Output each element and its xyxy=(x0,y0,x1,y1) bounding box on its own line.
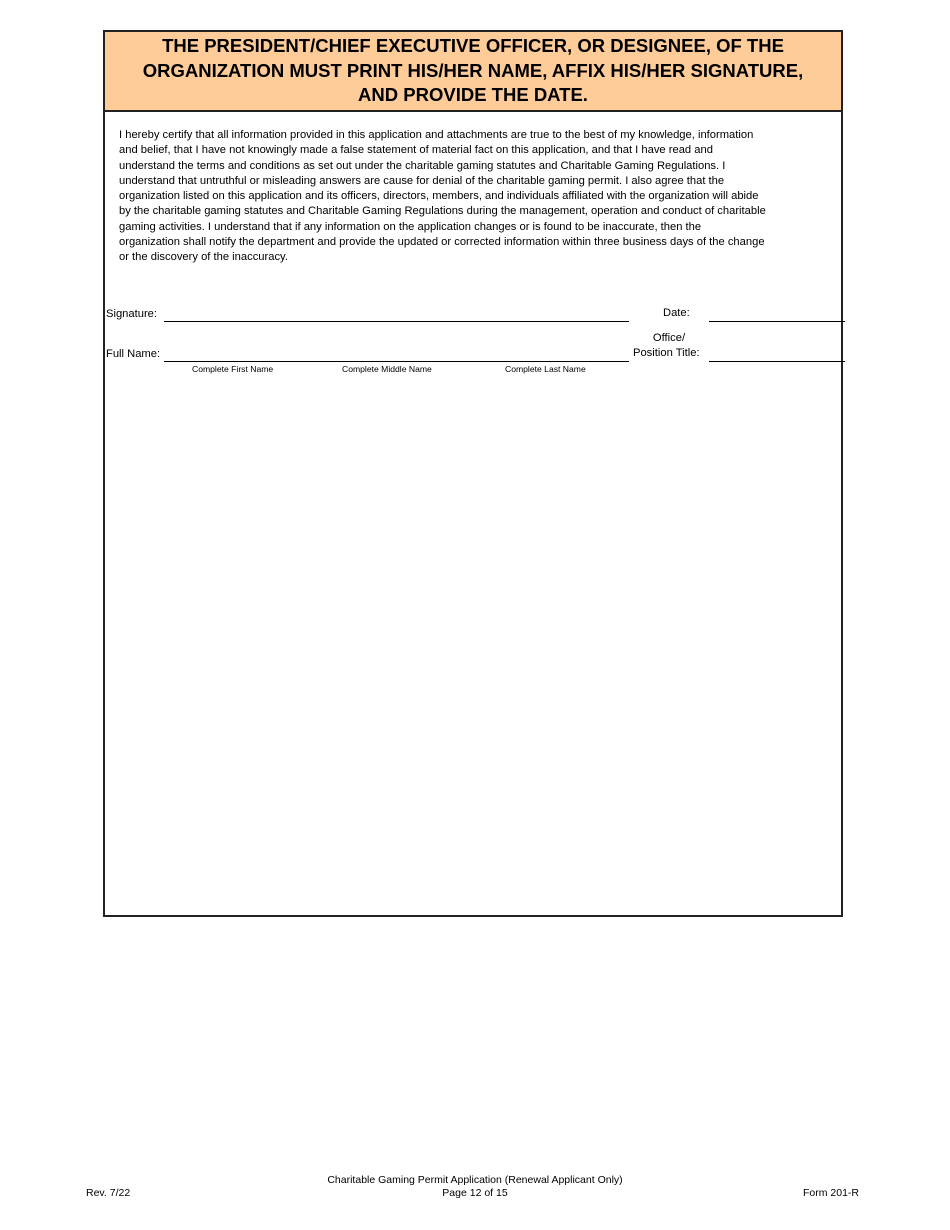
statement-line: understand the terms and conditions as set out under the charitable gaming statutes and Charitable Gaming Regulations. I xyxy=(119,159,726,172)
date-label: Date: xyxy=(663,307,690,319)
statement-line: understand that untruthful or misleading answers are cause for denial of the charitable gaming permit. I also agree that the xyxy=(119,174,725,187)
footer-page-number: Page 12 of 15 xyxy=(442,1186,508,1199)
footer-title: Charitable Gaming Permit Application (Renewal Applicant Only) xyxy=(327,1174,623,1186)
date-line[interactable] xyxy=(709,321,845,322)
signature-line[interactable] xyxy=(164,321,629,322)
statement-line: organization listed on this application and its officers, directors, members, and individuals affiliated with the organization will abide xyxy=(119,190,759,203)
office-label-line2: Position Title: xyxy=(633,347,700,359)
certification-header xyxy=(105,32,841,112)
header-line: AND PROVIDE THE DATE. xyxy=(358,84,588,106)
statement-line: by the charitable gaming statutes and Charitable Gaming Regulations during the management, operation and conduct of charitable xyxy=(119,205,766,218)
statement-line: organization shall notify the department and provide the updated or corrected information within three business days of the change xyxy=(119,236,765,249)
first-name-hint: Complete First Name xyxy=(192,364,274,374)
last-name-hint: Complete Last Name xyxy=(505,364,586,374)
header-line: ORGANIZATION MUST PRINT HIS/HER NAME, AFFIX HIS/HER SIGNATURE, xyxy=(142,59,804,81)
statement-line: and belief, that I have not knowingly made a false statement of material fact on this application, and that I have read and xyxy=(119,144,713,157)
statement-line: gaming activities. I understand that if any information on the application changes or is found to be inaccurate, then the xyxy=(119,220,702,233)
office-label-line1: Office/ xyxy=(652,332,686,344)
office-position-line[interactable] xyxy=(709,361,845,362)
signature-label: Signature: xyxy=(106,308,157,320)
middle-name-hint: Complete Middle Name xyxy=(342,364,432,374)
footer-title-block xyxy=(200,1174,750,1199)
certification-statement xyxy=(119,128,843,266)
footer-form-number: Form 201-R xyxy=(803,1187,860,1199)
footer-revision: Rev. 7/22 xyxy=(86,1187,131,1199)
certification-form-box xyxy=(103,30,843,917)
statement-line: or the discovery of the inaccuracy. xyxy=(119,251,288,264)
header-line: THE PRESIDENT/CHIEF EXECUTIVE OFFICER, OR DESIGNEE, OF THE xyxy=(162,35,784,57)
full-name-line[interactable] xyxy=(164,361,629,362)
statement-line: I hereby certify that all information provided in this application and attachments are true to the best of my knowledge, information xyxy=(119,129,754,141)
full-name-label: Full Name: xyxy=(106,348,161,360)
